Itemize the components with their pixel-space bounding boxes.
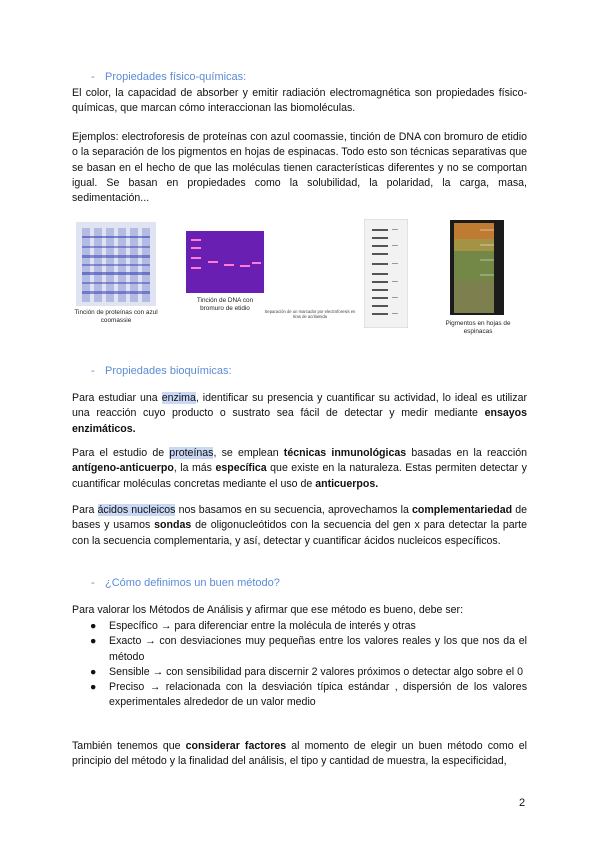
- dna-caption: Tinción de DNA con bromuro de etidio: [196, 297, 254, 312]
- heading-dash: -: [91, 71, 95, 83]
- method-criteria-list: [72, 619, 527, 711]
- paragraph-factors: También tenemos que considerar factores al momento de elegir un buen método como el principio del método y la finalidad del análisis, el tipo y cantidad de muestra, la especificidad,: [72, 740, 527, 768]
- highlight-acidos-nucleicos: ácidos nucleicos: [97, 504, 176, 516]
- coomassie-gel-graphic: [76, 222, 156, 306]
- bullet-dot: ●: [90, 620, 97, 632]
- heading-text: Propiedades bioquímicas:: [105, 365, 232, 377]
- spinach-caption: Pigmentos en hojas de espinacas: [445, 320, 511, 335]
- dna-gel-graphic: [186, 231, 264, 293]
- heading-dash: -: [91, 365, 95, 377]
- heading-text: Propiedades físico-químicas:: [105, 71, 247, 83]
- section-heading-physicochemical: [91, 71, 246, 83]
- spinach-chromatography-image: [450, 220, 504, 315]
- dna-gel-image: [186, 231, 264, 293]
- heading-text: ¿Cómo definimos un buen método?: [105, 577, 280, 589]
- bullet-dot: ●: [90, 665, 97, 678]
- sequencing-gel-image: [364, 219, 408, 328]
- paragraph-intro: El color, la capacidad de absorber y emitir radiación electromagnética son propiedades físico-químicas, que marcan cómo interaccionan las biomoléculas.: [72, 87, 527, 115]
- paragraph-method-intro: Para valorar los Métodos de Análisis y afirmar que ese método es bueno, debe ser:: [72, 604, 464, 616]
- coomassie-gel-image: [76, 222, 156, 306]
- coomassie-caption: Tinción de proteínas con azul coomassie: [74, 309, 158, 324]
- list-item: ● Preciso → relacionada con la desviación típica estándar , dispersión de los valores experimentales alrededor de un valor medio: [90, 681, 527, 709]
- paragraph-enzymes: Para estudiar una enzima, identificar su presencia y cuantificar su actividad, lo ideal es utilizar una reacción cuyo producto o sustrato sea fácil de detectar y medir mediante ensayos enzimáticos.: [72, 392, 527, 435]
- sequencing-gel-graphic: [364, 219, 408, 328]
- highlight-enzima: enzima: [161, 392, 196, 404]
- sequencing-caption: Separación de un marcador por electroforesis en tiras de acrilamida: [264, 309, 356, 319]
- page-number: 2: [519, 797, 526, 809]
- section-heading-good-method: [91, 577, 280, 589]
- bullet-dot: ●: [90, 635, 97, 648]
- spinach-chromatography-graphic: [450, 220, 504, 315]
- paragraph-nucleic-acids: Para ácidos nucleicos nos basamos en su secuencia, aprovechamos la complementariedad de bases y usamos sondas de oligonucleótidos con la secuencia del gen x para detectar la parte con la secuencia complementaria, y así, detectar y cuantificar ácidos nucleicos específicos.: [72, 504, 527, 547]
- list-item: ● Exacto → con desviaciones muy pequeñas entre los valores reales y los que nos da el método: [90, 635, 527, 663]
- bullet-dot: ●: [90, 681, 97, 694]
- highlight-proteinas: proteínas: [169, 447, 214, 459]
- section-heading-biochemical: [91, 365, 232, 377]
- heading-dash: -: [91, 577, 95, 589]
- paragraph-proteins: Para el estudio de proteínas, se emplean técnicas inmunológicas basadas en la reacción antígeno-anticuerpo, la más específica que existe en la naturaleza. Estas permiten detectar y cuantificar moléculas concretas mediante el uso de anticuerpos.: [72, 447, 527, 490]
- list-item: ● Específico → para diferenciar entre la molécula de interés y otras: [72, 619, 527, 634]
- paragraph-examples: Ejemplos: electroforesis de proteínas con azul coomassie, tinción de DNA con bromuro de etidio o la separación de los pigmentos en hojas de espinacas. Todo esto son técnicas separativas que se basan en el hecho de que las moléculas tienen características diferentes y no se comportan igual. Se basan en propiedades como la solubilidad, la polaridad, la carga, masa, sedimentación...: [72, 131, 527, 205]
- list-item: ● Sensible → con sensibilidad para discernir 2 valores próximos o detectar algo sobre el 0: [72, 665, 527, 680]
